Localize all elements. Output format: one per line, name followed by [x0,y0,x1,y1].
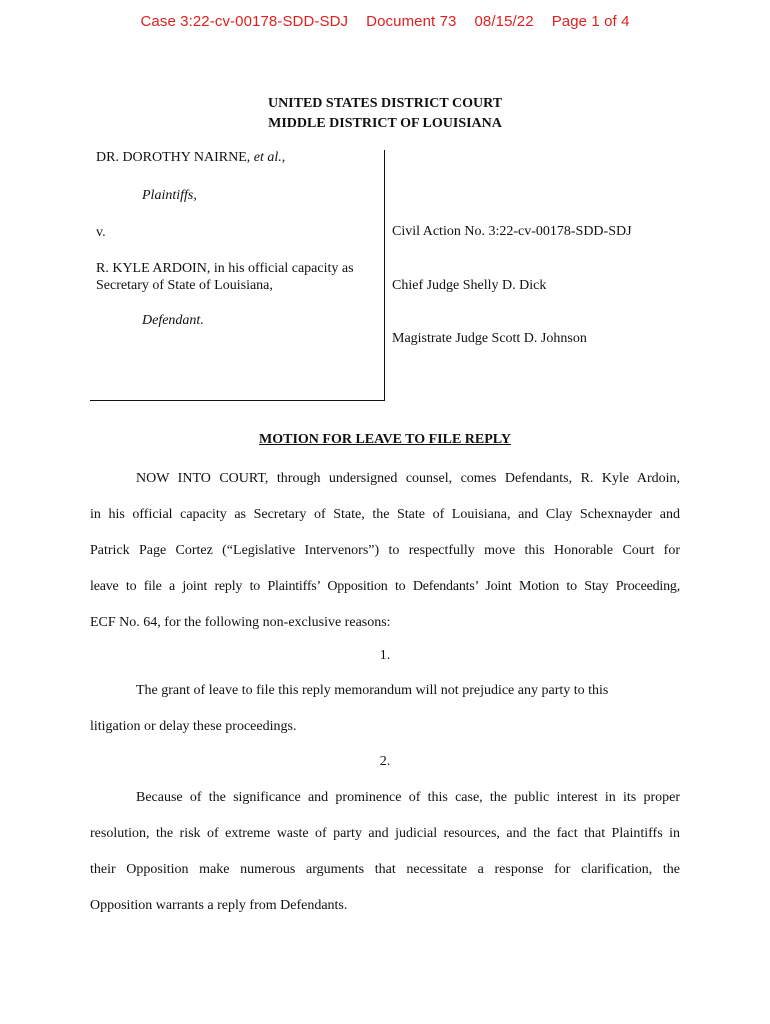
section-2-line: their Opposition make numerous arguments that necessitate a response for clarification, the [90,862,680,877]
caption-horizontal-divider [90,400,385,401]
page-indicator: Page 1 of 4 [551,13,630,30]
section-2-line: Because of the significance and prominence of this case, the public interest in its proper [136,790,680,805]
section-2-paragraph [90,780,680,924]
section-1-line: litigation or delay these proceedings. [90,719,297,734]
intro-line: Patrick Page Cortez (“Legislative Intervenors”) to respectfully move this Honorable Court for [90,543,680,558]
section-1-number: 1. [379,648,391,663]
court-district: MIDDLE DISTRICT OF LOUISIANA [268,116,502,131]
case-number: Case 3:22-cv-00178-SDD-SDJ [140,13,349,30]
chief-judge: Chief Judge Shelly D. Dick [392,278,547,293]
section-1-line: The grant of leave to file this reply memorandum will not prejudice any party to this [136,683,609,698]
intro-line: ECF No. 64, for the following non-exclusive reasons: [90,615,391,630]
court-name: UNITED STATES DISTRICT COURT [267,96,503,111]
plaintiffs-label: Plaintiffs, [142,188,197,203]
plaintiff-name: DR. DOROTHY NAIRNE, et al., [96,150,286,165]
ecf-header-stamp [0,13,770,30]
caption-vertical-divider [384,150,385,400]
intro-line: in his official capacity as Secretary of State, the State of Louisiana, and Clay Schexnayder and [90,507,680,522]
defendant-line-1: R. KYLE ARDOIN, in his official capacity as [96,261,354,276]
magistrate-judge: Magistrate Judge Scott D. Johnson [392,331,587,346]
intro-line: NOW INTO COURT, through undersigned counsel, comes Defendants, R. Kyle Ardoin, [136,471,680,486]
civil-action-number: Civil Action No. 3:22-cv-00178-SDD-SDJ [392,224,632,239]
filed-date: 08/15/22 [474,13,534,30]
section-1-paragraph [90,673,680,745]
motion-title: MOTION FOR LEAVE TO FILE REPLY [259,432,511,447]
defendant-line-2: Secretary of State of Louisiana, [96,278,273,293]
intro-paragraph [90,461,680,641]
section-2-line: Opposition warrants a reply from Defendants. [90,898,348,913]
intro-line: leave to file a joint reply to Plaintiffs’ Opposition to Defendants’ Joint Motion to Stay Proceeding, [90,579,680,594]
document-number: Document 73 [366,13,457,30]
defendant-label: Defendant. [142,313,204,328]
section-2-line: resolution, the risk of extreme waste of party and judicial resources, and the fact that Plaintiffs in [90,826,680,841]
section-2-number: 2. [379,754,391,769]
versus: v. [96,225,106,240]
court-heading [0,94,770,134]
